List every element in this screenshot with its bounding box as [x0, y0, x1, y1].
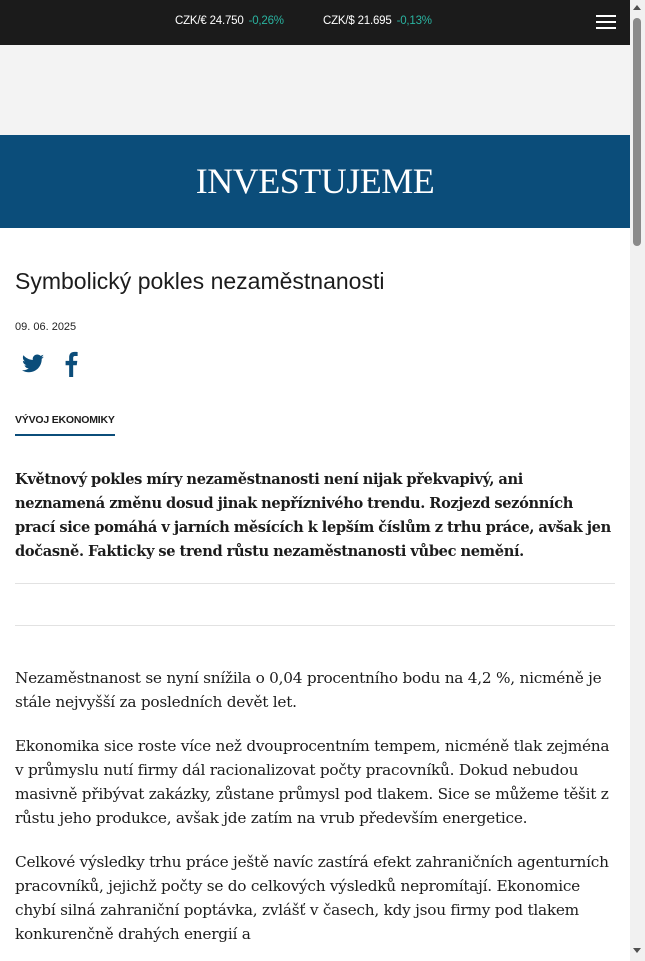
- vertical-scrollbar[interactable]: [630, 0, 645, 961]
- twitter-icon[interactable]: [21, 351, 45, 377]
- article-title: Symbolický pokles nezaměstnanosti: [15, 268, 385, 294]
- ticker-change-usd: -0,13%: [396, 15, 432, 27]
- article-paragraph: Celkové výsledky trhu práce ještě navíc zastírá efekt zahraničních agenturních pracovníků, jejichž počty se do celkových výsledků nepromítají. Ekonomice chybí silná zahraniční poptávka, zvlášť v časech, kdy jsou firmy pod tlakem konkurenčně drahých energií a: [15, 853, 609, 943]
- facebook-icon[interactable]: [62, 351, 86, 377]
- ad-placeholder: [0, 45, 630, 135]
- ticker-pair-eur: CZK/€ 24.750: [175, 15, 244, 27]
- menu-line: [596, 15, 616, 17]
- currency-ticker-bar: [0, 0, 630, 45]
- scroll-down-arrow-icon[interactable]: [633, 948, 641, 953]
- divider: [15, 583, 615, 584]
- hamburger-menu-icon[interactable]: [596, 13, 616, 31]
- ticker-item-eur[interactable]: [175, 15, 284, 27]
- article-lead: Květnový pokles míry nezaměstnanosti není nijak překvapivý, ani neznamená změnu dosud jinak nepříznivého trendu. Rozjezd sezónních prací sice pomáhá v jarních měsících k lepším číslům z trhu práce, avšak jen dočasně. Fakticky se trend růstu nezaměstnanosti vůbec nemění.: [15, 471, 611, 560]
- menu-line: [596, 27, 616, 29]
- site-logo[interactable]: INVESTUJEME: [195, 161, 435, 201]
- article-body: [15, 666, 615, 961]
- article-date: 09. 06. 2025: [15, 321, 77, 333]
- ticker-change-eur: -0,26%: [248, 15, 284, 27]
- ticker-item-usd[interactable]: [323, 15, 432, 27]
- brand-header: [0, 135, 630, 228]
- scroll-up-arrow-icon[interactable]: [633, 5, 641, 10]
- article-paragraph: Nezaměstnanost se nyní snížila o 0,04 procentního bodu na 4,2 %, nicméně je stále nejvyšší za posledních devět let.: [15, 669, 602, 711]
- menu-line: [596, 21, 616, 23]
- category-tag[interactable]: VÝVOJ EKONOMIKY: [15, 414, 115, 436]
- ticker-pair-usd: CZK/$ 21.695: [323, 15, 392, 27]
- scrollbar-thumb[interactable]: [633, 18, 641, 246]
- divider: [15, 625, 615, 626]
- article-paragraph: Ekonomika sice roste více než dvouprocentním tempem, nicméně tlak zejména v průmyslu nutí firmy dál racionalizovat počty pracovníků. Dokud nebudou masivně přibývat zakázky, zůstane průmysl pod tlakem. Sice se můžeme těšit z růstu jeho produkce, avšak jde zatím na vrub především energetice.: [15, 737, 610, 827]
